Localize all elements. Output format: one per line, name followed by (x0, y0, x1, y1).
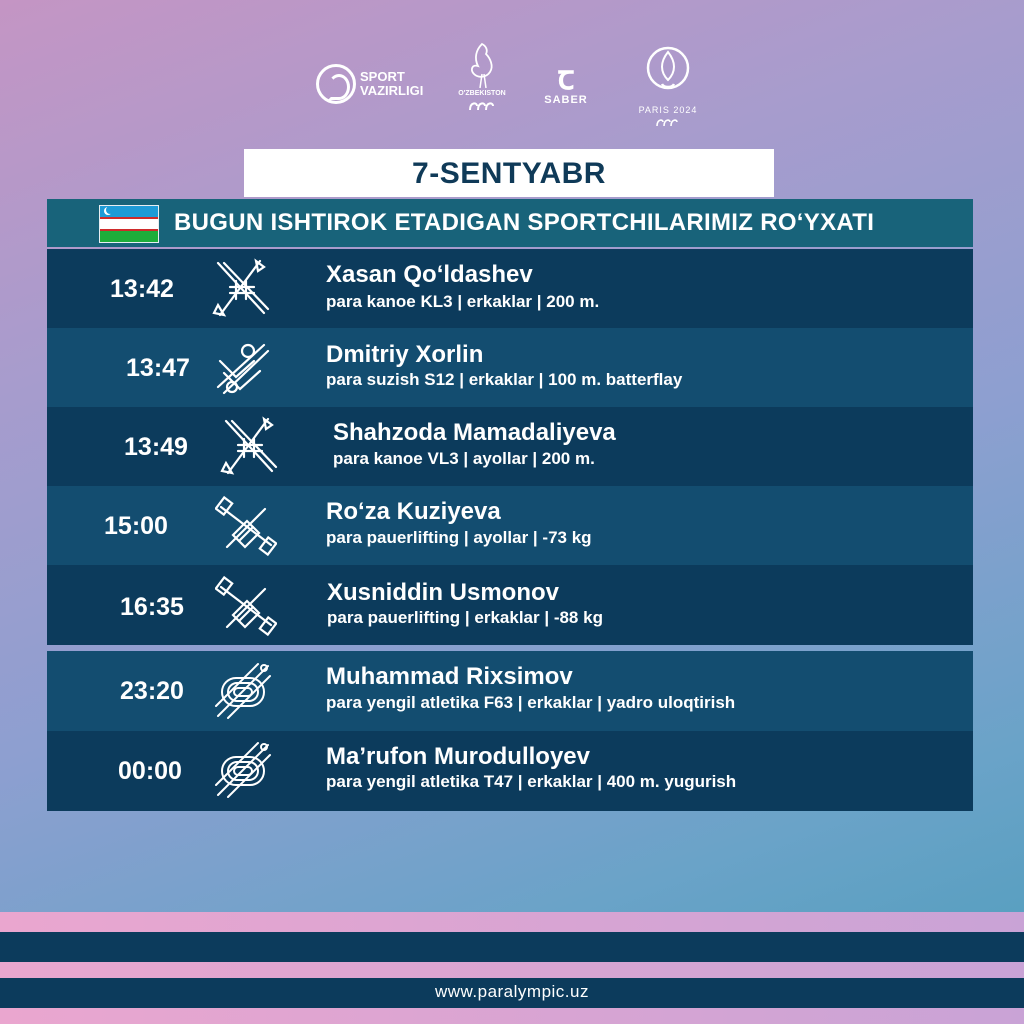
swimming-icon (210, 337, 272, 399)
event-time: 15:00 (104, 512, 168, 540)
saber-logo (534, 59, 598, 112)
agitos-small-icon (655, 116, 681, 128)
uzbekistan-flag-icon (99, 205, 159, 243)
athlete-schedule-table (47, 199, 973, 811)
sport-ministry-logo-line1: SPORT (360, 69, 405, 84)
athlete-name: Shahzoda Mamadaliyeva (333, 419, 616, 446)
event-time: 16:35 (120, 593, 184, 621)
athlete-name: Xasan Qo‘ldashev (326, 261, 533, 288)
date-label: 7-SENTYABR (412, 157, 606, 190)
table-row (47, 407, 973, 487)
website-url: www.paralympic.uz (435, 982, 589, 1001)
saber-label: SABER (544, 94, 588, 106)
table-title: BUGUN ISHTIROK ETADIGAN SPORTCHILARIMIZ RO‘YXATI (174, 209, 875, 236)
athlete-name: Ro‘za Kuziyeva (326, 498, 501, 525)
event-description: para pauerlifting | erkaklar | -88 kg (327, 608, 603, 627)
paris-2024-label: PARIS 2024 (638, 105, 698, 115)
event-time: 23:20 (120, 677, 184, 705)
powerlifting-icon (215, 495, 277, 557)
athletics-icon (212, 660, 274, 722)
table-row (47, 486, 973, 566)
canoe-icon (210, 257, 272, 319)
agitos-icon (467, 98, 497, 114)
event-description: para pauerlifting | ayollar | -73 kg (326, 528, 592, 547)
date-banner (244, 149, 774, 197)
athlete-name: Xusniddin Usmonov (327, 579, 560, 606)
table-row (47, 565, 973, 645)
table-header (47, 199, 973, 247)
sport-ministry-emblem-icon (316, 64, 356, 104)
event-time: 00:00 (118, 757, 182, 785)
athletics-icon (212, 739, 274, 801)
athlete-name: Muhammad Rixsimov (326, 663, 573, 690)
sport-ministry-logo (316, 64, 426, 108)
event-time: 13:47 (126, 354, 190, 382)
table-row (47, 249, 973, 329)
event-description: para yengil atletika T47 | erkaklar | 400 m. yugurish (326, 772, 737, 791)
powerlifting-icon (215, 575, 277, 637)
event-description: para yengil atletika F63 | erkaklar | yadro uloqtirish (326, 693, 736, 712)
event-description: para kanoe VL3 | ayollar | 200 m. (333, 449, 595, 468)
national-committee-label: O'ZBEKISTON (458, 90, 506, 97)
saber-mark-icon: ꞇ (557, 59, 575, 97)
table-row (47, 328, 973, 408)
national-paralympic-committee-logo (454, 40, 510, 132)
table-row (47, 651, 973, 731)
event-description: para suzish S12 | erkaklar | 100 m. batterflay (326, 370, 683, 389)
event-time: 13:42 (110, 275, 174, 303)
canoe-icon (218, 415, 280, 477)
footer-stripes (0, 912, 1024, 1024)
paris-2024-logo (628, 44, 708, 130)
event-time: 13:49 (124, 433, 188, 461)
event-description: para kanoe KL3 | erkaklar | 200 m. (326, 292, 600, 311)
athlete-name: Dmitriy Xorlin (326, 341, 484, 368)
sport-ministry-logo-line2: VAZIRLIGI (360, 83, 424, 98)
bird-emblem-icon (462, 40, 502, 90)
table-row (47, 731, 973, 811)
paris-flame-icon (644, 44, 692, 98)
partner-logos (0, 40, 1024, 130)
athlete-name: Ma’rufon Murodulloyev (326, 743, 590, 770)
